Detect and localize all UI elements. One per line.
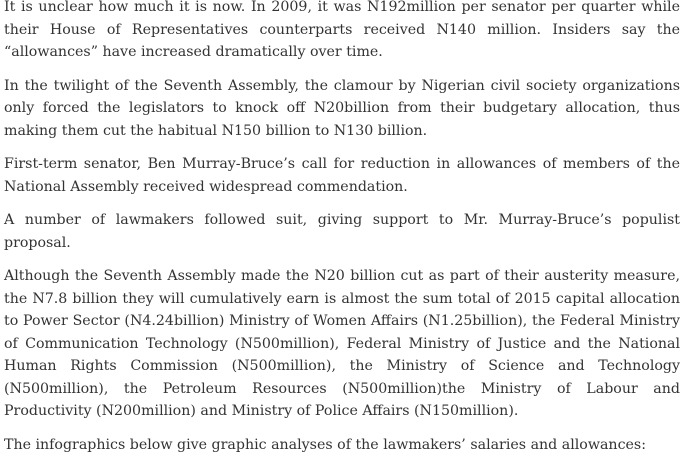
paragraph-allowance-history: It is unclear how much it is now. In 2009, it was N192million per senator per quarter while their House of Representatives counterparts received N140 million. Insiders say the “allowances” have increased dramatically over time.: [4, 0, 680, 60]
paragraph-allocation-comparison: Although the Seventh Assembly made the N20 billion cut as part of their austerity measure, the N7.8 billion they will cumulatively earn is almost the sum total of 2015 capital allocation to Power Sector (N4.24billion) Ministry of Women Affairs (N1.25billion), the Federal Ministry of Communication Technology (N500million), Federal Ministry of Justice and the National Human Rights Commission (N500million), the Ministry of Science and Technology (N500million), the Petroleum Resources (N500million)the Ministry of Labour and Productivity (N200million) and Ministry of Police Affairs (N150million).: [4, 268, 680, 419]
article-body: [4, 0, 680, 467]
paragraph-murray-bruce-call: First-term senator, Ben Murray-Bruce’s call for reduction in allowances of members of the National Assembly received widespread commendation.: [4, 156, 680, 195]
paragraph-seventh-assembly-cut: In the twilight of the Seventh Assembly, the clamour by Nigerian civil society organizations only forced the legislators to knock off N20billion from their budgetary allocation, thus making them cut the habitual N150 billion to N130 billion.: [4, 77, 680, 139]
paragraph-lawmakers-support: A number of lawmakers followed suit, giving support to Mr. Murray-Bruce’s populist proposal.: [4, 212, 680, 251]
paragraph-infographics-intro: The infographics below give graphic analyses of the lawmakers’ salaries and allowances:: [4, 436, 646, 453]
